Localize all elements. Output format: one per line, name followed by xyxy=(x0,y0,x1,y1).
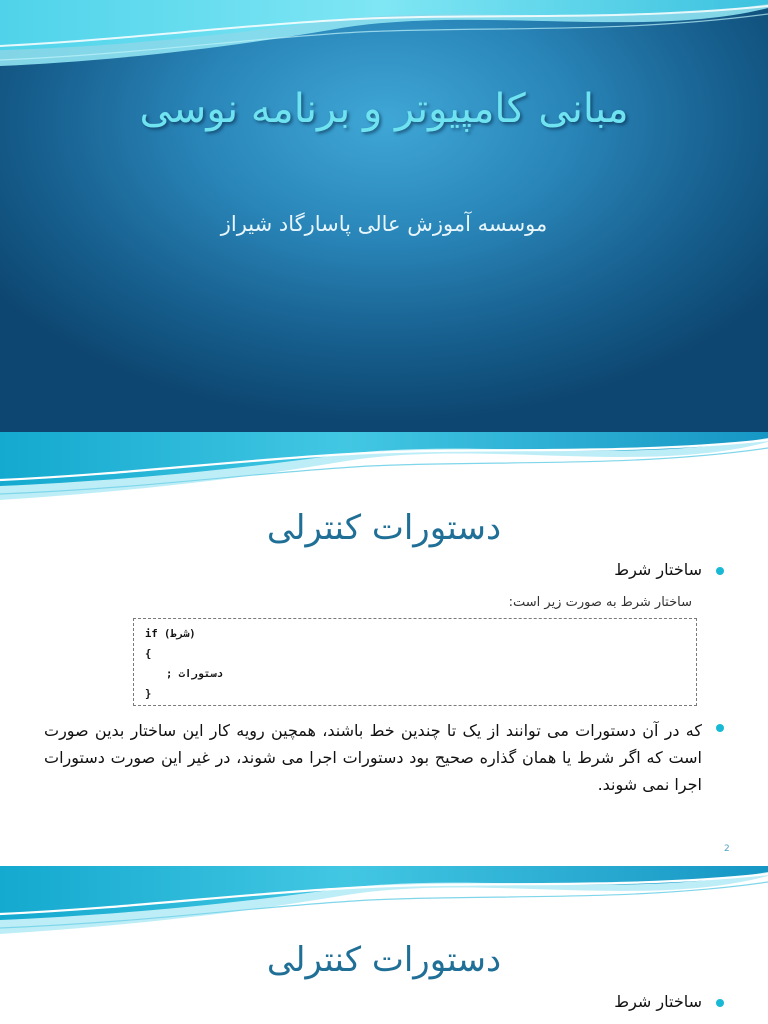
bullet-text: ساختار شرط xyxy=(614,992,702,1011)
wave-decoration xyxy=(0,0,768,80)
content-slide-2 xyxy=(0,432,768,866)
bullet-icon xyxy=(716,724,724,732)
page-number: 2 xyxy=(724,844,730,854)
slide-title: دستورات کنترلی xyxy=(266,508,502,548)
bullet-item xyxy=(44,717,724,798)
code-line: if (شرط) xyxy=(145,628,196,640)
code-line: } xyxy=(145,688,152,700)
bullet-icon xyxy=(716,567,724,575)
bullet-paragraph: که در آن دستورات می توانند از یک تا چندین خط باشند، همچین رویه کار این ساختار بدین صورت است که اگر شرط یا همان گذاره صحیح بود دستورات اجرا می شوند، در غیر این صورت دستورات اجرا نمی شوند. xyxy=(44,721,702,794)
bullet-item xyxy=(614,560,724,579)
content-slide-3 xyxy=(0,866,768,1024)
presentation-title: مبانی کامپیوتر و برنامه نوسی xyxy=(139,86,629,132)
code-line: دستورات ; xyxy=(166,668,223,680)
bullet-text: ساختار شرط xyxy=(614,560,702,579)
slide-title: دستورات کنترلی xyxy=(266,940,502,980)
wave-decoration xyxy=(0,432,768,508)
sub-bullet-text: ساختار شرط به صورت زیر است: xyxy=(508,595,692,610)
bullet-icon xyxy=(716,999,724,1007)
wave-decoration xyxy=(0,866,768,942)
code-block xyxy=(133,618,697,706)
code-line: { xyxy=(145,648,152,660)
presentation-subtitle: موسسه آموزش عالی پاسارگاد شیراز xyxy=(220,212,548,236)
title-slide xyxy=(0,0,768,432)
bullet-item xyxy=(614,992,724,1011)
